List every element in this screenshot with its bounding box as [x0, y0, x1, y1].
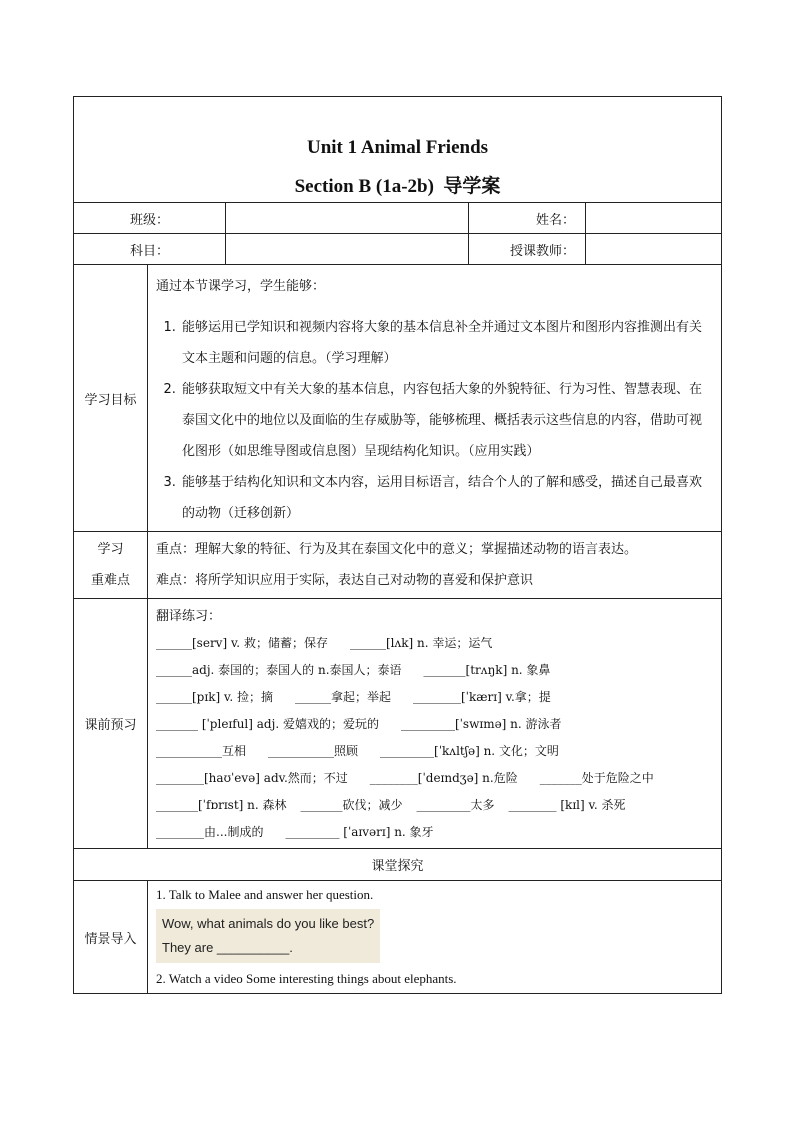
preview-item: _______ [ˈpleɪful] adj. 爱嬉戏的；爱玩的 [156, 717, 379, 731]
title-cell [74, 97, 722, 203]
preview-item: _________[ˈswɪmə] n. 游泳者 [400, 717, 562, 731]
preview-line [156, 792, 713, 819]
preview-item: _______[trʌŋk] n. 象鼻 [423, 663, 551, 677]
scene-content [148, 881, 722, 994]
subject-field[interactable] [226, 234, 469, 265]
preview-heading: 翻译练习： [156, 609, 222, 624]
preview-item: ________由...制成的 [156, 825, 264, 839]
unit-title: Unit 1 Animal Friends [306, 137, 489, 158]
preview-line [156, 630, 713, 657]
preview-item: ________ [kɪl] v. 杀死 [508, 798, 626, 812]
worksheet-table [73, 96, 722, 994]
class-label: 班级： [74, 203, 226, 234]
preview-line [156, 738, 713, 765]
preview-item: ___________照顾 [268, 744, 359, 758]
explore-heading: 课堂探究 [74, 849, 722, 881]
objective-item: 3. 能够基于结构化知识和文本内容，运用目标语言，结合个人的了解和感受，描述自己最喜欢的动物（迁移创新） [180, 467, 713, 529]
preview-item: ______[serv] v. 救；储蓄；保存 [156, 636, 328, 650]
preview-item: ______[lʌk] n. 幸运；运气 [349, 636, 493, 650]
preview-item: ______[pɪk] v. 捡；摘 [156, 690, 273, 704]
preview-item: ________[ˈdeɪndʒə] n.危险 [369, 771, 518, 785]
scene-question-1: 1. Talk to Malee and answer her question. [156, 887, 374, 902]
preview-item: _______[ˈfɒrɪst] n. 森林 [156, 798, 287, 812]
preview-item: ______拿起；举起 [294, 690, 391, 704]
scene-question-2: 2. Watch a video Some interesting things about elephants. [156, 971, 457, 986]
teacher-field[interactable] [586, 234, 722, 265]
objectives-label: 学习目标 [74, 265, 148, 532]
preview-item: _________太多 [416, 798, 495, 812]
section-title [74, 171, 721, 198]
preview-label: 课前预习 [74, 599, 148, 849]
subject-label: 科目： [74, 234, 226, 265]
class-field[interactable] [226, 203, 469, 234]
scene-label: 情景导入 [74, 881, 148, 994]
focus-difficult: 难点：将所学知识应用于实际，表达自己对动物的喜爱和保护意识 [156, 573, 534, 588]
focus-content [148, 532, 722, 599]
focus-label-line2: 重难点 [90, 573, 130, 588]
preview-item: _______砍伐；减少 [300, 798, 403, 812]
objectives-intro: 通过本节课学习，学生能够： [156, 279, 326, 294]
preview-item: ________[ˈkærɪ] v.拿；提 [412, 690, 551, 704]
name-label: 姓名： [469, 203, 586, 234]
objectives-list [156, 312, 713, 529]
preview-line [156, 765, 713, 792]
preview-line [156, 819, 713, 846]
bubble-answer: They are __________. [162, 940, 293, 955]
preview-item: _________ [ˈaɪvərɪ] n. 象牙 [285, 825, 434, 839]
objective-item: 1. 能够运用已学知识和视频内容将大象的基本信息补全并通过文本图片和图形内容推测出有关文本主题和问题的信息。（学习理解） [180, 312, 713, 374]
preview-item: _______处于危险之中 [539, 771, 654, 785]
section-title-en: Section B (1a-2b) [294, 176, 434, 197]
preview-line [156, 711, 713, 738]
preview-content [148, 599, 722, 849]
section-title-cn: 导学案 [443, 175, 501, 197]
focus-label [74, 532, 148, 599]
speech-bubble [156, 909, 380, 963]
focus-key: 重点：理解大象的特征、行为及其在泰国文化中的意义；掌握描述动物的语言表达。 [156, 542, 638, 557]
bubble-question: Wow, what animals do you like best? [162, 916, 375, 931]
focus-label-line1: 学习 [97, 542, 124, 557]
preview-line [156, 684, 713, 711]
preview-line [156, 657, 713, 684]
preview-item: ___________互相 [156, 744, 247, 758]
worksheet [73, 96, 721, 994]
preview-item: ______adj. 泰国的；泰国人的 n.泰国人；泰语 [156, 663, 402, 677]
preview-item: _________[ˈkʌltʃə] n. 文化；文明 [380, 744, 559, 758]
preview-item: ________[haʊˈevə] adv.然而；不过 [156, 771, 348, 785]
name-field[interactable] [586, 203, 722, 234]
objectives-content [148, 265, 722, 532]
objective-item: 2. 能够获取短文中有关大象的基本信息，内容包括大象的外貌特征、行为习性、智慧表现、在泰国文化中的地位以及面临的生存威胁等，能够梳理、概括表示这些信息的内容，借助可视化图形（如思维导图或信息图）呈现结构化知识。（应用实践） [180, 374, 713, 467]
teacher-label: 授课教师： [469, 234, 586, 265]
